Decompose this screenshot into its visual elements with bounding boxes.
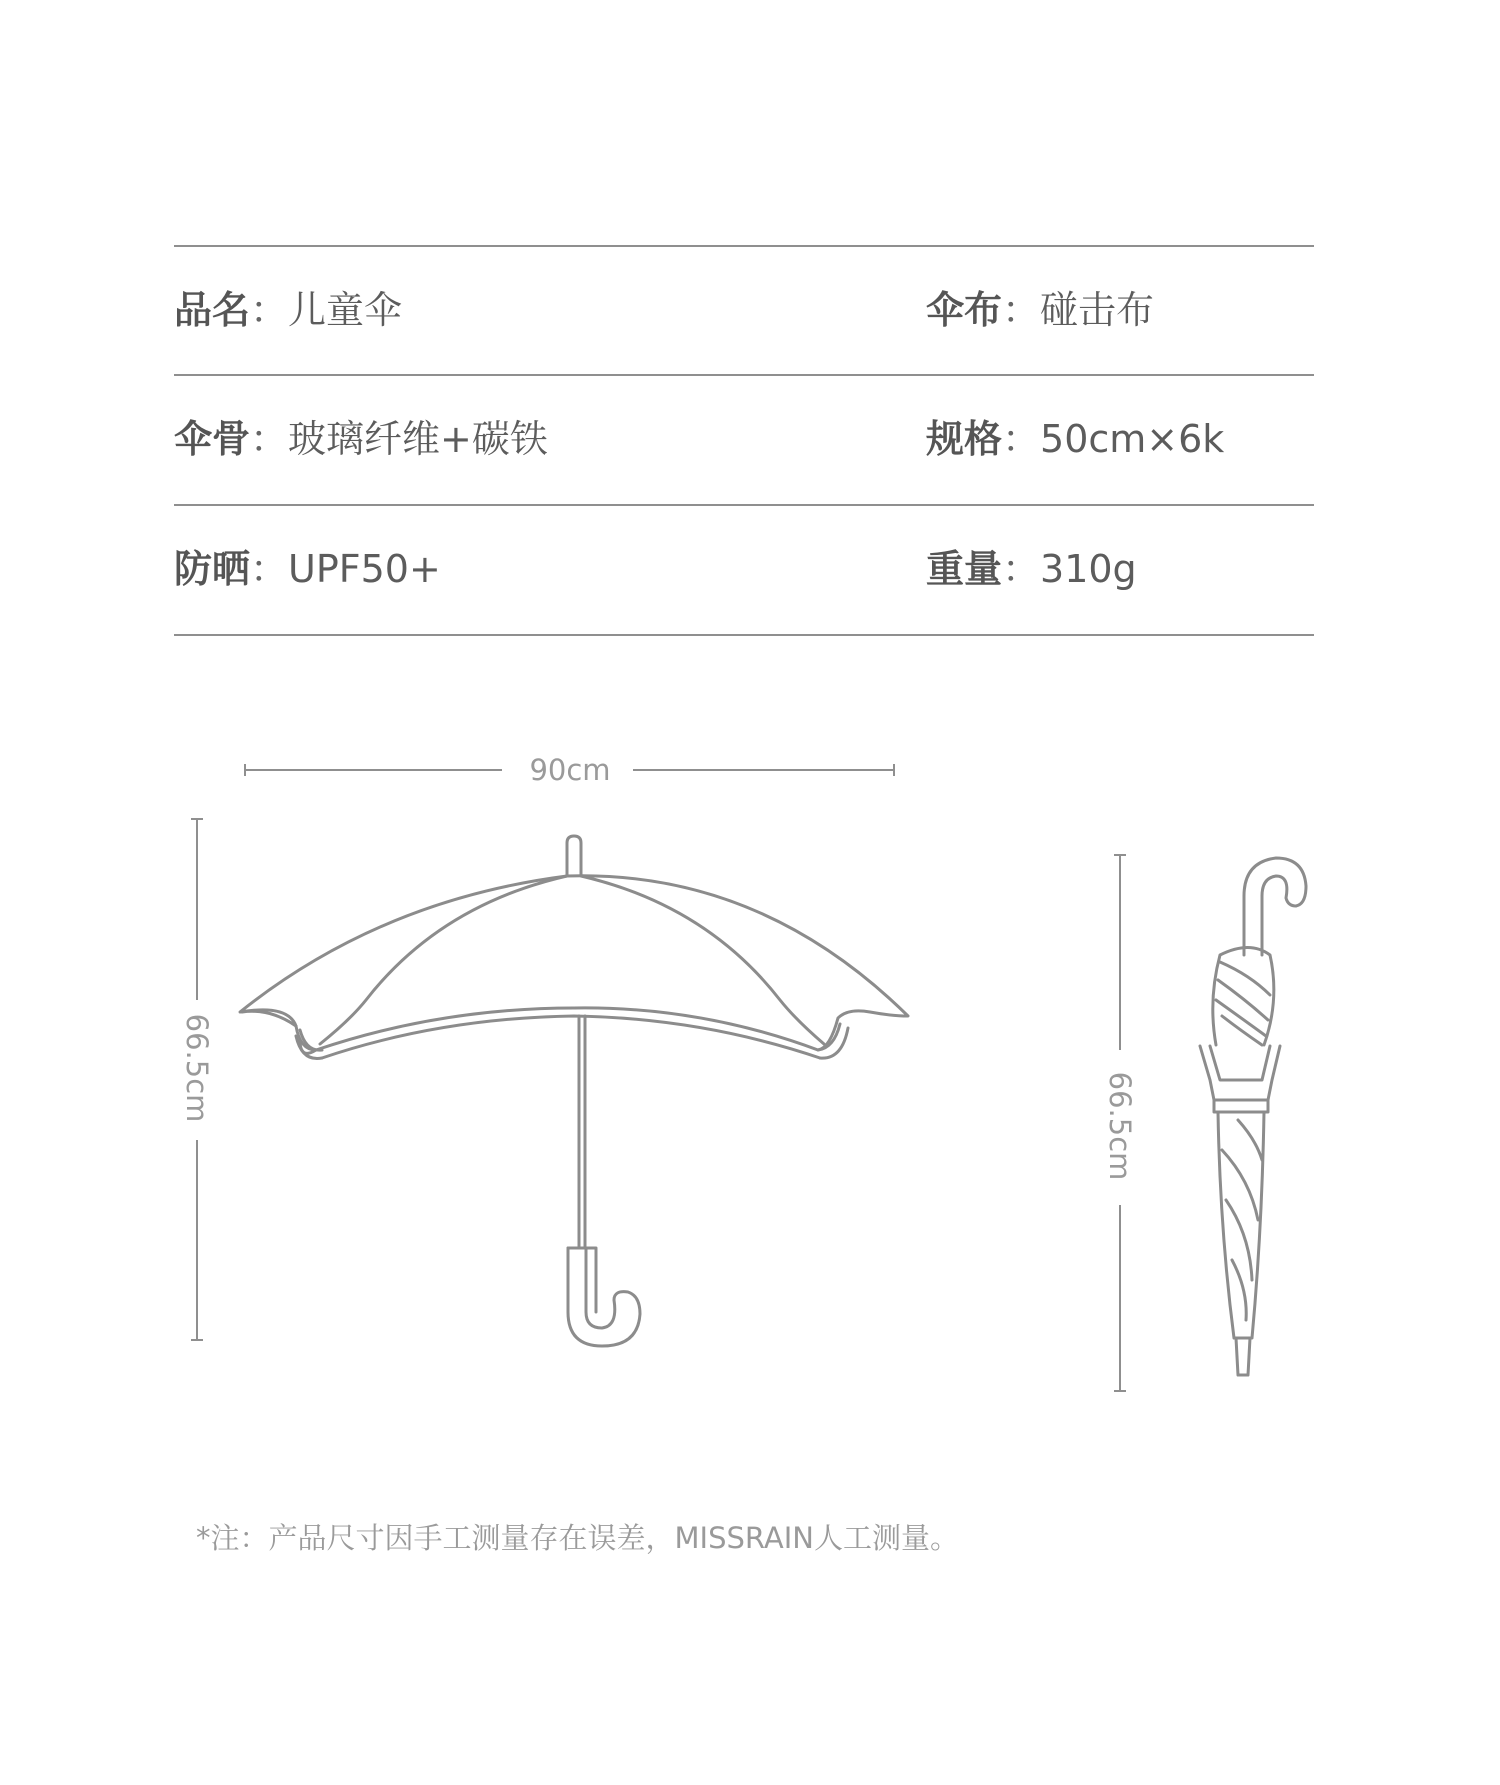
spec-colon: ： (1002, 417, 1041, 461)
spec-value: 儿童伞 (288, 288, 403, 332)
spec-label: 品名 (174, 288, 251, 332)
width-label: 90cm (529, 753, 611, 787)
spec-label: 伞布 (926, 288, 1003, 332)
measurement-note: *注：产品尺寸因手工测量存在误差，MISSRAIN人工测量。 (196, 1521, 959, 1555)
spec-colon: ： (250, 417, 289, 461)
closed-length-label: 66.5cm (1103, 1071, 1137, 1181)
open-height-label: 66.5cm (180, 1013, 214, 1123)
spec-colon: ： (250, 288, 289, 332)
spec-value: 310g (1040, 547, 1137, 591)
spec-label: 规格 (926, 417, 1003, 461)
spec-label: 重量 (926, 547, 1003, 591)
spec-value: UPF50+ (288, 547, 441, 591)
spec-value: 玻璃纤维+碳铁 (288, 417, 548, 461)
spec-value: 碰击布 (1040, 288, 1155, 332)
spec-colon: ： (1002, 547, 1041, 591)
spec-colon: ： (1002, 288, 1041, 332)
spec-colon: ： (250, 547, 289, 591)
spec-label: 伞骨 (174, 417, 251, 461)
closed-umbrella-icon (1200, 858, 1306, 1375)
spec-label: 防晒 (174, 547, 251, 591)
spec-value: 50cm×6k (1040, 417, 1225, 461)
open-umbrella-icon (240, 836, 908, 1346)
